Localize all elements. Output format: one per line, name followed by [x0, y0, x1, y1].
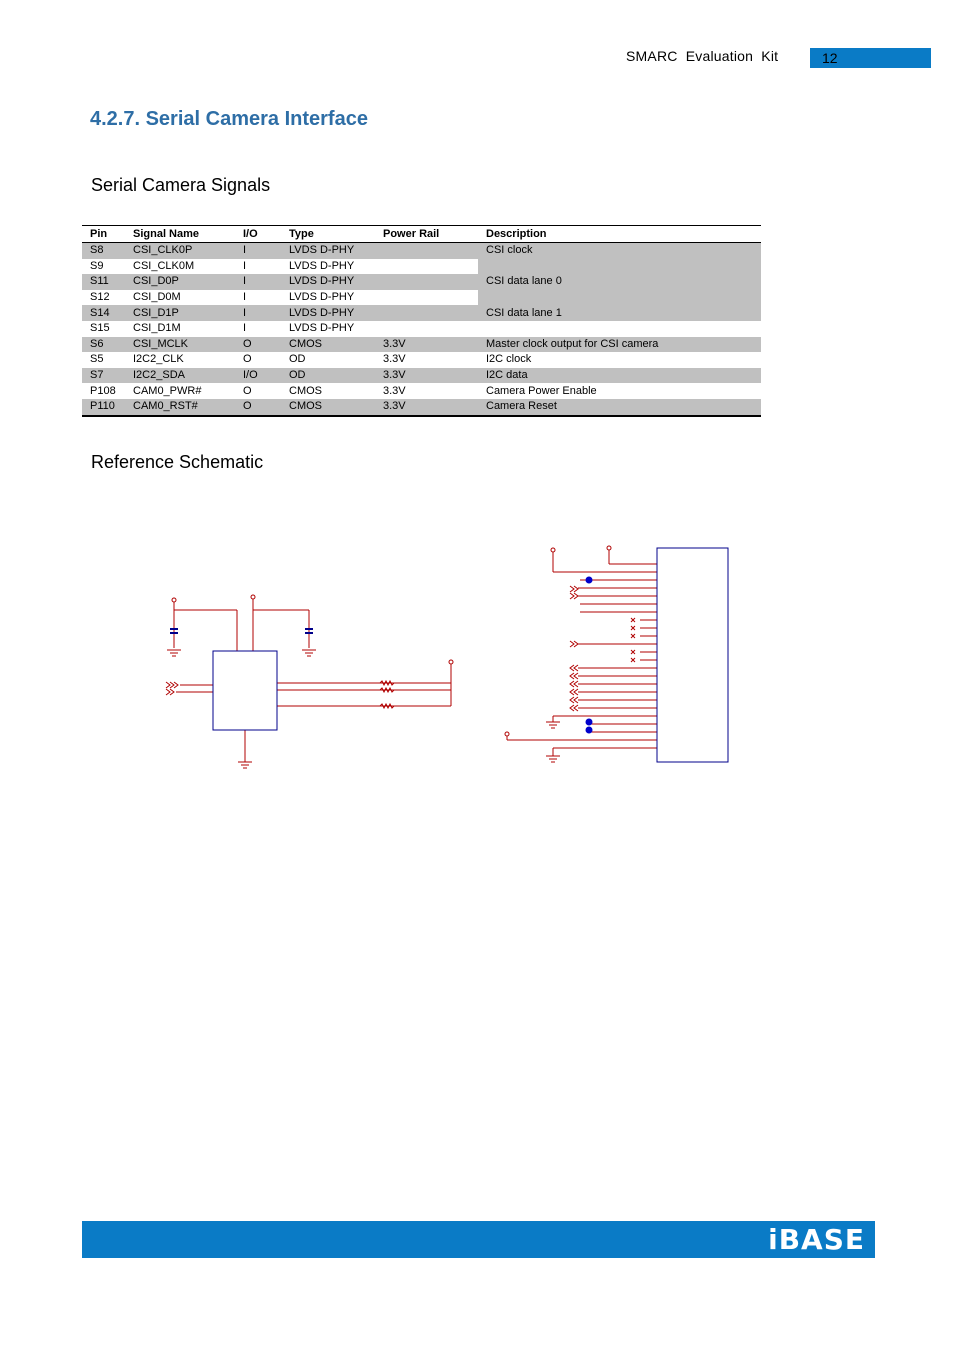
cell-io: I [243, 322, 247, 335]
offpage-connector-icon [570, 681, 578, 687]
cell-signal: I2C2_CLK [133, 353, 184, 366]
cell-io: I [235, 274, 281, 290]
power-tap-icon [607, 546, 611, 550]
column-header: Signal Name [125, 226, 235, 243]
cell-pin: P108 [90, 384, 116, 397]
cell-desc: CSI data lane 1 [478, 305, 761, 321]
left-circuit [166, 595, 453, 768]
cell-pin: S6 [82, 337, 125, 353]
cell-pin: S14 [82, 305, 125, 321]
junction-dots [586, 577, 593, 734]
power-tap-icon [449, 660, 453, 664]
cell-pin: S12 [90, 291, 110, 304]
cell-type: LVDS D-PHY [281, 243, 375, 259]
no-connect-icon [631, 626, 635, 630]
cell-io: I [243, 291, 247, 304]
cell-pin: S5 [90, 353, 104, 366]
cell-type: CMOS [281, 337, 375, 353]
power-tap-icon [251, 595, 255, 599]
signals-subheading: Serial Camera Signals [91, 175, 271, 195]
offpage-connector-icon [570, 697, 578, 703]
cell-signal: CSI_CLK0M [133, 259, 195, 272]
right-circuit [505, 546, 657, 762]
offpage-connector-icon [570, 665, 578, 671]
cell-type: OD [281, 368, 375, 384]
ground-icon [546, 756, 560, 762]
cell-type: CMOS [289, 384, 322, 397]
cell-io: I/O [235, 368, 281, 384]
power-tap-icon [172, 598, 176, 602]
column-header: Pin [82, 226, 125, 243]
offpage-connector-icon [570, 705, 578, 711]
cell-signal: CSI_D1M [133, 322, 181, 335]
schematic-subheading: Reference Schematic [91, 452, 264, 472]
cell-type: LVDS D-PHY [281, 274, 375, 290]
cell-io: O [235, 337, 281, 353]
no-connect-icon [631, 634, 635, 638]
cell-desc: I2C clock [486, 353, 532, 366]
cell-pin: S7 [82, 368, 125, 384]
cell-type: OD [289, 353, 306, 366]
cell-rail: 3.3V [383, 353, 406, 366]
cell-rail: 3.3V [375, 399, 478, 416]
offpage-connector-icon [570, 593, 578, 599]
camera-connector [657, 548, 728, 762]
cell-pin: S8 [82, 243, 125, 259]
offpage-connector-icon [166, 682, 178, 688]
cell-signal: CSI_D0M [133, 291, 181, 304]
cell-rail: 3.3V [383, 384, 406, 397]
offpage-connector-icon [570, 673, 578, 679]
ground-icon [167, 650, 181, 656]
cell-desc: Camera Power Enable [486, 384, 597, 397]
cell-signal: CSI_MCLK [125, 337, 235, 353]
footer-bar [82, 1221, 875, 1258]
cell-pin: P110 [82, 399, 125, 416]
cell-rail: 3.3V [375, 368, 478, 384]
cell-signal: CSI_D1P [125, 305, 235, 321]
ground-icon [238, 762, 252, 768]
cell-io: O [243, 384, 252, 397]
junction-dot-icon [586, 577, 593, 584]
cell-pin: S15 [90, 322, 110, 335]
column-header: Type [281, 226, 375, 243]
cell-type: LVDS D-PHY [289, 291, 355, 304]
cell-signal: CAM0_PWR# [133, 384, 202, 397]
cell-desc: CSI data lane 0 [478, 274, 761, 290]
junction-dot-icon [586, 727, 593, 734]
section-heading: 4.2.7. Serial Camera Interface [90, 108, 368, 130]
offpage-connector-icon [570, 586, 578, 592]
cell-io: O [235, 399, 281, 416]
power-tap-icon [505, 732, 509, 736]
cell-io: O [243, 353, 252, 366]
offpage-connector-icon [570, 641, 578, 647]
cell-type: CMOS [281, 399, 375, 416]
cell-type: LVDS D-PHY [289, 322, 355, 335]
cell-type: LVDS D-PHY [281, 305, 375, 321]
cell-type: LVDS D-PHY [289, 259, 355, 272]
column-header: Power Rail [375, 226, 478, 243]
ground-icon [302, 650, 316, 656]
cell-signal: CSI_D0P [125, 274, 235, 290]
column-header: I/O [235, 226, 281, 243]
cell-io: I [243, 259, 247, 272]
document-title: SMARC Evaluation Kit [626, 48, 779, 64]
cell-pin: S11 [82, 274, 125, 290]
cell-desc: I2C data [478, 368, 761, 384]
cell-desc: Master clock output for CSI camera [478, 337, 761, 353]
offpage-connector-icon [570, 689, 578, 695]
cell-signal: CSI_CLK0P [125, 243, 235, 259]
cell-rail: 3.3V [375, 337, 478, 353]
ibase-logo: iBASE [768, 1223, 865, 1256]
junction-dot-icon [586, 719, 593, 726]
page-number: 12 [822, 50, 838, 66]
no-connect-icon [631, 650, 635, 654]
cell-desc: CSI clock [478, 243, 761, 259]
power-tap-icon [551, 548, 555, 552]
cell-pin: S9 [90, 259, 104, 272]
cell-signal: CAM0_RST# [125, 399, 235, 416]
cell-desc: Camera Reset [478, 399, 761, 416]
ic-chip [213, 651, 277, 730]
cell-signal: I2C2_SDA [125, 368, 235, 384]
cell-io: I [235, 305, 281, 321]
column-header: Description [478, 226, 761, 243]
ground-icon [546, 722, 560, 728]
no-connect-icon [631, 658, 635, 662]
cell-io: I [235, 243, 281, 259]
no-connect-icon [631, 618, 635, 622]
offpage-connector-icon [166, 689, 174, 695]
